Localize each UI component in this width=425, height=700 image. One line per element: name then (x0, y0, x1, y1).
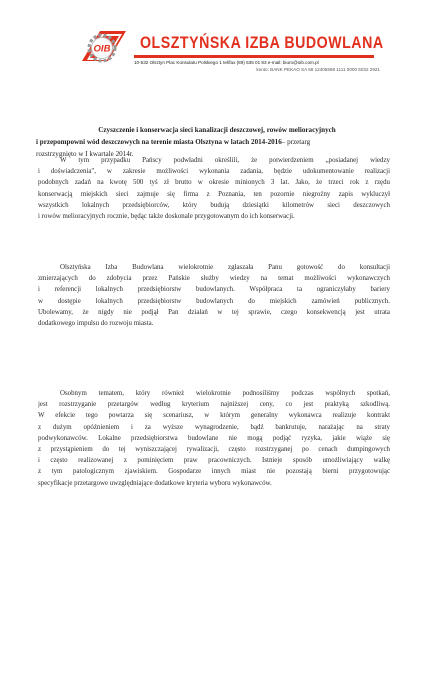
paragraph-line: jest rozstrzyganie przetargów według kryterium najniższej ceny, co jest praktyką szkodliwą. (38, 401, 390, 409)
title-line-1: Czyszczenie i konserwacja sieci kanalizacji deszczowej, rowów melioracyjnych (98, 126, 336, 134)
paragraph-2 (38, 262, 390, 329)
paragraph-line: Olsztyńska Izba Budowlana wielokrotnie zgłaszała Panu gotowość do konsultacji (60, 264, 390, 271)
address-block (134, 60, 380, 74)
bank-account-line: konto: BANK PEKAO SA 58 12405598 1111 0000 5032 2921 (256, 67, 380, 72)
paragraph-line: podwykonawców. Lokalne przedsiębiorstwa budowlane nie mogą podjąć ryzyka, jakie wiąże się (38, 434, 390, 442)
paragraph-line: W efekcie tego powtarza się scenariusz, w którym generalny wykonawca realizuje kontrakt (38, 412, 390, 420)
paragraph-line: podobnych zadań na kwotę 500 tyś zł brutto w okresie minionych 3 lat. Jako, że trzeci rok z rzędu (38, 179, 390, 187)
title-line-3: rozstrzygnięto w I kwartale 2014r. (36, 150, 134, 158)
paragraph-line: zmierzających do zdobycia przez Pańskie służby wiedzy na temat możliwości wykonawczych (38, 275, 390, 283)
oib-logo (76, 27, 132, 69)
paragraph-line: w dostępie lokalnych przedsiębiorstw budowlanych do miejskich zamówień publicznych. (38, 297, 390, 305)
title-line-2-bold: i przepompowni wód deszczowych na terenie miasta Olsztyna w latach 2014-2016 (36, 138, 282, 146)
paragraph-line: wszystkich lokalnych przedsiębiorców, który budują dziesiątki kilometrów sieci deszczowych (38, 201, 390, 209)
paragraph-line: Ubolewamy, że nigdy nie podjął Pan działań w tej sprawie, czego konsekwencją jest utrata (38, 308, 390, 316)
paragraph-line: i referencji lokalnych przedsiębiorstw budowlanych. Współpraca ta ograniczyłaby bariery (38, 286, 390, 294)
paragraph-line: W tym przypadku Pańscy podwładni określili, że potwierdzeniem „posiadanej wiedzy (60, 157, 390, 164)
address-line: 10-532 Olsztyn Plac Konsulatu Polskiego 1 tel/fax (89) 535 01 83 e-mail: biuro@oib.com.pl (134, 60, 319, 65)
header-rule (134, 55, 374, 58)
paragraph-line: Osobnym tematem, który również wielokrotnie podnosiliśmy podczas wspólnych spotkań, (60, 390, 390, 397)
paragraph-3 (38, 388, 390, 489)
paragraph-line: i rowów melioracyjnych rocznie, będąc także doskonale przygotowanym do ich konserwacji. (38, 213, 295, 221)
oib-logo-graphic (76, 27, 132, 69)
paragraph-line: specyfikacje przetargowe uwzględniające dodatkowe kryteria wyboru wykonawców. (38, 479, 272, 487)
paragraph-line: z tym patologicznym zjawiskiem. Gospodarze innych miast nie pozostają bierni przygotowując (38, 468, 390, 476)
paragraph-line: konserwacją miejskich sieci zajmuje się firma z Poznania, ten pozornie niegroźny zapis wykluczył (38, 190, 390, 198)
paragraph-line: z dużym opóźnieniem i za wyższe wynagrodzenie, bądź bankrutuje, narażając na straty (38, 423, 390, 431)
organization-name: OLSZTYŃSKA IZBA BUDOWLANA (140, 34, 384, 52)
title-line-2 (36, 136, 398, 148)
logo-lettering: OIB (93, 43, 111, 55)
paragraph-1 (38, 155, 390, 222)
paragraph-line: i często realizowanej z pominięciem praw pracowniczych. Istnieje sposób umożliwiający walkę (38, 457, 390, 465)
paragraph-line: dodatkowego impulsu do rozwoju miasta. (38, 320, 154, 328)
paragraph-line: i doświadczenia", w zakresie możliwości wykonania zadania, będzie udokumentowanie realizacji (38, 168, 390, 176)
title-line-2-tail: – przetarg (281, 138, 311, 146)
paragraph-line: z przystąpieniem do tej wyniszczającej rywalizacji, często rozstrzyganej po cenach dumpingowych (38, 446, 390, 454)
